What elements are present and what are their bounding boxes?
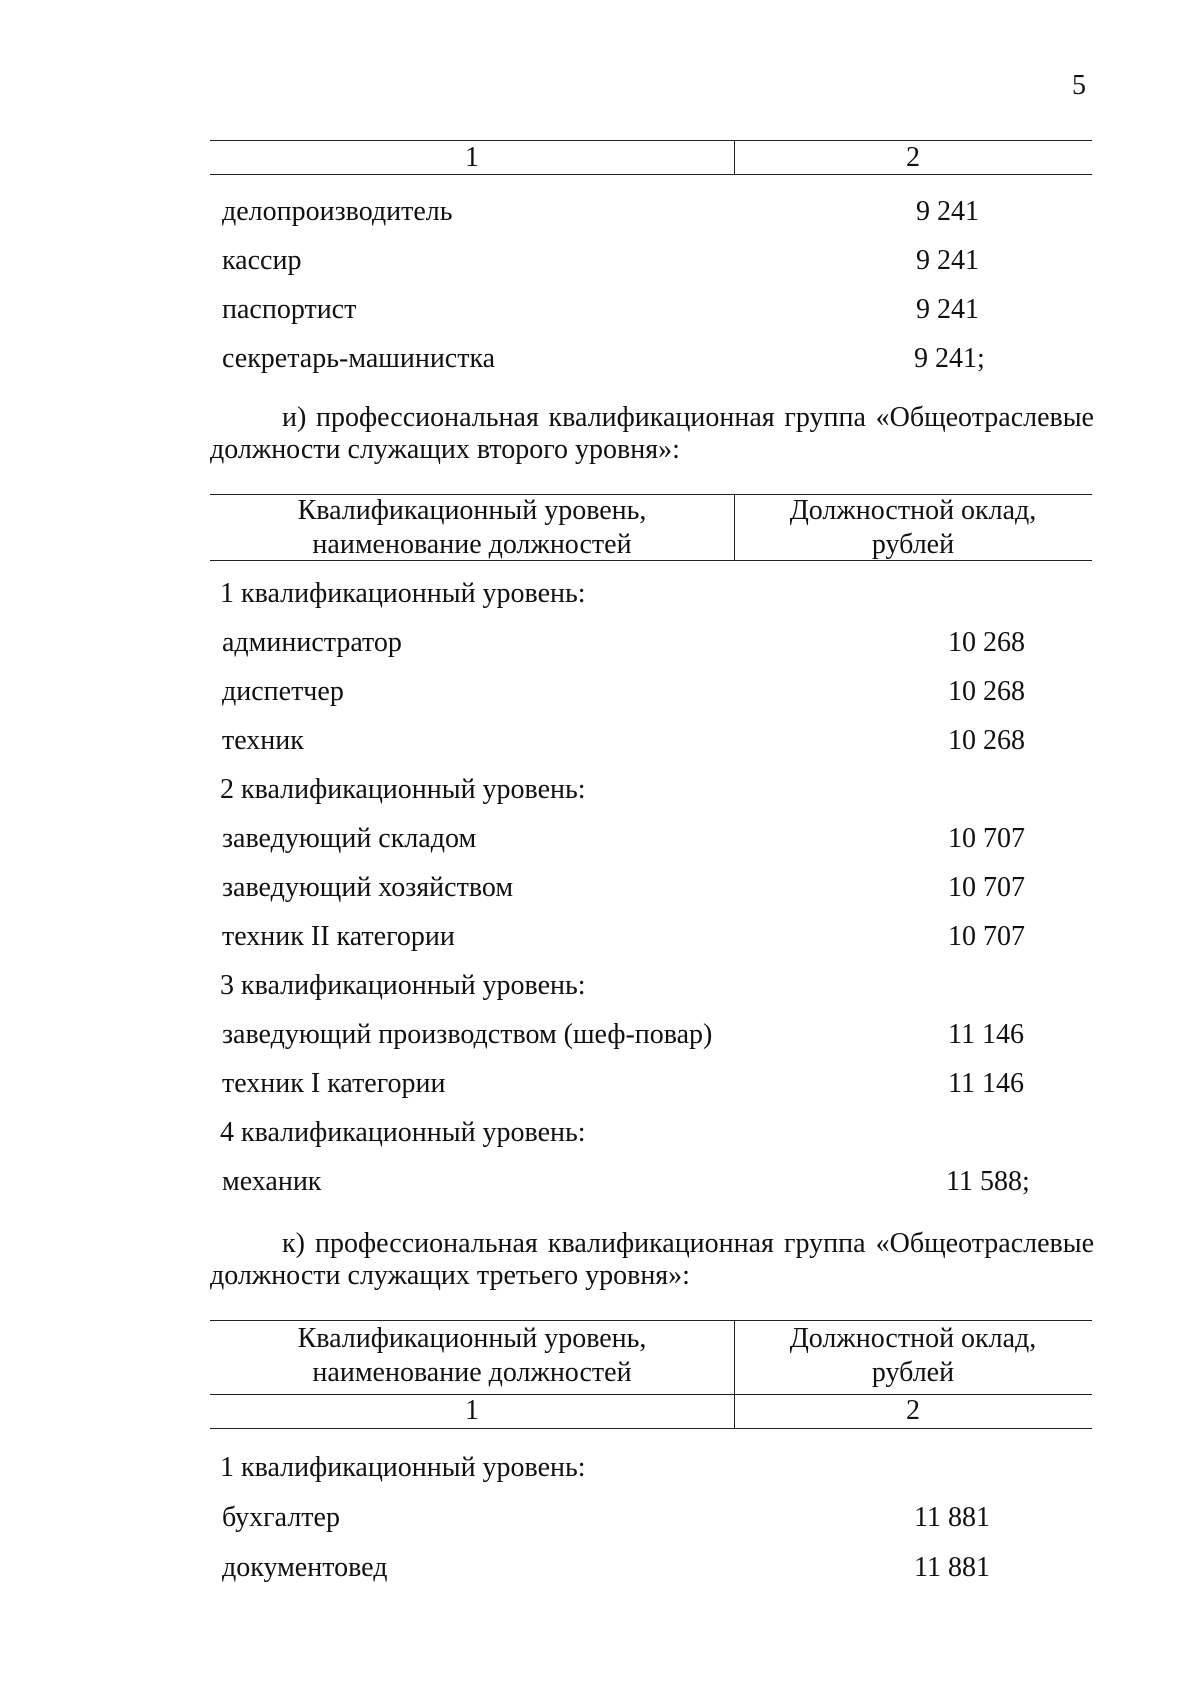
salary-value: 9 241	[916, 196, 979, 227]
column-number-1: 1	[465, 1395, 479, 1426]
header-qualification-level	[210, 1322, 734, 1390]
header-line: наименование должностей	[312, 1357, 632, 1388]
position-name: техник	[222, 725, 304, 756]
table-row	[210, 721, 1092, 761]
position-name: техник I категории	[222, 1068, 446, 1099]
header-line: Должностной оклад,	[789, 495, 1037, 526]
table-rule	[210, 1428, 1092, 1429]
salary-value: 9 241	[916, 245, 979, 276]
column-number-1: 1	[465, 142, 479, 173]
table-row	[210, 290, 1092, 330]
salary-value: 11 588;	[946, 1166, 1030, 1197]
salary-value: 11 146	[948, 1068, 1024, 1099]
position-name: паспортист	[222, 294, 357, 325]
position-name: заведующий хозяйством	[222, 872, 514, 903]
position-name: секретарь-машинистка	[222, 343, 496, 374]
table-row	[210, 1064, 1092, 1104]
salary-value: 11 146	[948, 1019, 1024, 1050]
salary-table-continued	[210, 140, 1092, 380]
position-name: диспетчер	[222, 676, 344, 707]
salary-value: 9 241	[916, 294, 979, 325]
position-name: заведующий производством (шеф-повар)	[222, 1019, 713, 1050]
table-rule	[210, 174, 1092, 175]
paragraph-i	[210, 402, 1094, 466]
position-name: делопроизводитель	[222, 196, 453, 227]
salary-value: 10 707	[948, 872, 1025, 903]
salary-table-third-level	[210, 1320, 1092, 1650]
qualification-level-label: 2 квалификационный уровень:	[220, 774, 586, 805]
qualification-level-label: 4 квалификационный уровень:	[220, 1117, 586, 1148]
header-line: рублей	[871, 1357, 955, 1388]
qualification-level-label: 1 квалификационный уровень:	[220, 1452, 586, 1483]
table-rule	[210, 560, 1092, 561]
paragraph-i-line2: должности служащих второго уровня»:	[210, 434, 680, 465]
table-row	[210, 1162, 1092, 1202]
salary-value: 11 881	[914, 1552, 990, 1583]
column-number-2: 2	[906, 142, 920, 173]
position-name: кассир	[222, 245, 302, 276]
qualification-level-row	[210, 574, 1092, 614]
column-number-2: 2	[906, 1395, 920, 1426]
header-qualification-level	[210, 494, 734, 562]
salary-value: 9 241;	[914, 343, 985, 374]
table-row	[210, 917, 1092, 957]
table-row	[210, 1015, 1092, 1055]
position-name: бухгалтер	[222, 1502, 340, 1533]
table-rule	[210, 1320, 1092, 1321]
table-row	[210, 339, 1092, 379]
paragraph-k-line1: к) профессиональная квалификационная группа «Общеотраслевые	[282, 1228, 1094, 1259]
header-line: Квалификационный уровень,	[297, 1323, 647, 1354]
table-row	[210, 241, 1092, 281]
qualification-level-label: 1 квалификационный уровень:	[220, 578, 586, 609]
table-row	[210, 1548, 1092, 1588]
header-line: Квалификационный уровень,	[297, 495, 647, 526]
table-row	[210, 1498, 1092, 1538]
table-row	[210, 672, 1092, 712]
position-name: документовед	[222, 1552, 388, 1583]
table-row	[210, 192, 1092, 232]
salary-table-second-level	[210, 494, 1092, 1214]
qualification-level-row	[210, 1448, 1092, 1488]
salary-value: 10 268	[948, 676, 1025, 707]
position-name: заведующий складом	[222, 823, 477, 854]
paragraph-i-line1: и) профессиональная квалификационная группа «Общеотраслевые	[282, 402, 1094, 433]
position-name: администратор	[222, 627, 402, 658]
qualification-level-row	[210, 1113, 1092, 1153]
qualification-level-row	[210, 770, 1092, 810]
salary-value: 10 707	[948, 921, 1025, 952]
salary-value: 10 268	[948, 725, 1025, 756]
table-row	[210, 868, 1092, 908]
position-name: техник II категории	[222, 921, 455, 952]
salary-value: 10 268	[948, 627, 1025, 658]
page-number: 5	[1072, 70, 1086, 101]
table-row	[210, 819, 1092, 859]
paragraph-k	[210, 1228, 1094, 1292]
position-name: механик	[222, 1166, 322, 1197]
table-row	[210, 623, 1092, 663]
header-line: Должностной оклад,	[789, 1323, 1037, 1354]
qualification-level-row	[210, 966, 1092, 1006]
salary-value: 11 881	[914, 1502, 990, 1533]
qualification-level-label: 3 квалификационный уровень:	[220, 970, 586, 1001]
header-salary	[734, 1322, 1092, 1390]
paragraph-k-line2: должности служащих третьего уровня»:	[210, 1260, 690, 1291]
salary-value: 10 707	[948, 823, 1025, 854]
header-line: рублей	[871, 529, 955, 560]
header-salary	[734, 494, 1092, 562]
header-line: наименование должностей	[312, 529, 632, 560]
